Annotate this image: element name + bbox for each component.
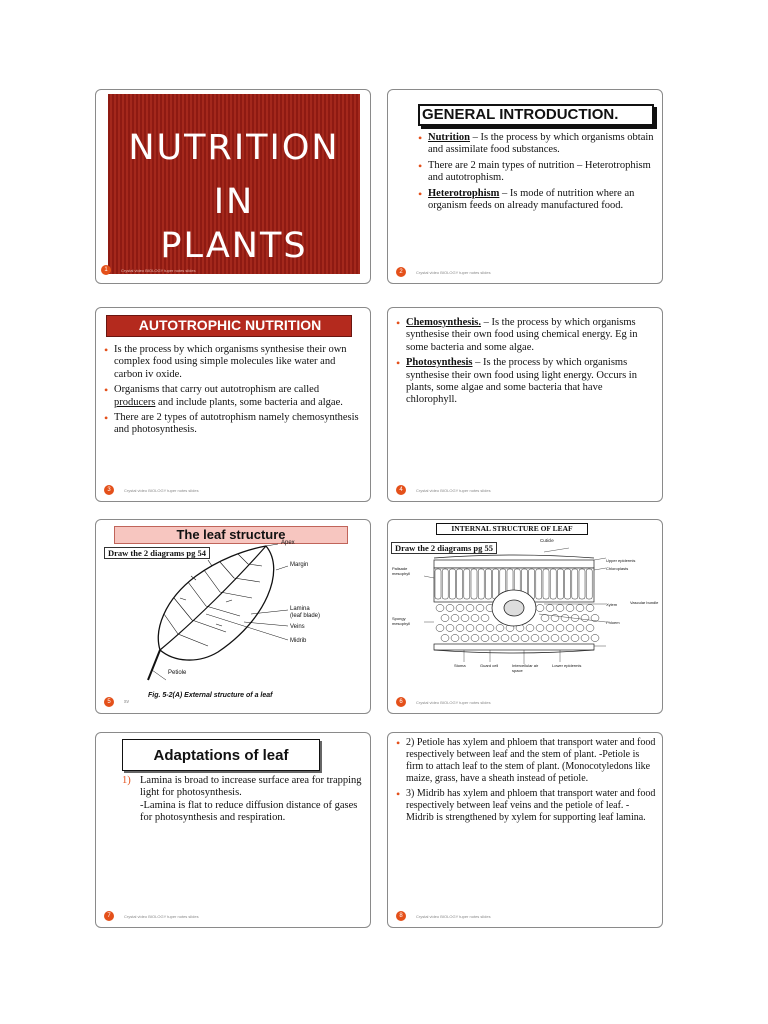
slide-heading: The leaf structure (176, 527, 286, 542)
label-phloem: Phloem (606, 620, 620, 625)
list-item: • Nutrition – Is the process by which organisms obtain and assimilate food substances. (418, 132, 654, 157)
label-vascular-bundle: Vascular bundle (630, 600, 659, 605)
slide-footer (104, 911, 199, 921)
slide-number: 2 (396, 267, 406, 277)
list-item: • Photosynthesis – Is the process by which organisms synthesise their own food using light energy. Occurs in plants, some algae and some bacteria that have chlorophyll. (396, 357, 652, 407)
item-number: 1) (122, 775, 131, 786)
list-item: Lamina is broad to increase surface area for trapping light for photosynthesis. -Lamina is flat to reduce diffusion distance of gases for photosynthesis and respiration. (140, 775, 362, 824)
label-lamina-sub: (leaf blade) (290, 613, 321, 619)
slide-number: 7 (104, 911, 114, 921)
label-lamina: Lamina (290, 606, 310, 612)
bullet-list (396, 317, 652, 410)
slide-1 (95, 89, 371, 284)
footer-text: Crystal video BIOLOGY tuper notes slides (416, 699, 491, 705)
label-intercellular: Intercellular air space (512, 663, 539, 673)
label-petiole: Petiole (168, 670, 187, 676)
figure-caption: Fig. 5-2(A) External structure of a leaf (148, 692, 273, 699)
slide-7 (95, 732, 371, 928)
footer-text: Crystal video BIOLOGY tuper notes slides (121, 267, 196, 273)
label-upper-epidermis: Upper epidermis (606, 558, 636, 563)
list-item: • There are 2 main types of nutrition – Heterotrophism and autotrophism. (418, 160, 654, 185)
slide-heading: INTERNAL STRUCTURE OF LEAF (451, 524, 573, 533)
slide-number: 1 (101, 265, 111, 275)
title-line-3: PLANTS (160, 226, 308, 266)
slide-footer (101, 265, 196, 275)
label-veins: Veins (290, 624, 305, 630)
slide-4 (387, 307, 663, 502)
label-stoma: Stoma (454, 663, 466, 668)
title-line-2: IN (213, 182, 255, 222)
slide-6 (387, 519, 663, 714)
footer-text: Crystal video BIOLOGY tuper notes slides (124, 487, 199, 493)
label-midrib: Midrib (290, 638, 307, 644)
slide-5 (95, 519, 371, 714)
title-panel (108, 94, 360, 274)
slide-3 (95, 307, 371, 502)
label-xylem: Xylem (606, 602, 618, 607)
bullet-list (396, 737, 656, 827)
slide-number: 6 (396, 697, 406, 707)
label-cuticle: Cuticle (540, 538, 554, 543)
label-spongy: Spongy mesophyll (392, 616, 411, 626)
list-item: • There are 2 types of autotrophism namely chemosynthesis and photosynthesis. (104, 412, 360, 437)
footer-text: Crystal video BIOLOGY tuper notes slides (416, 913, 491, 919)
bullet-list (418, 132, 654, 215)
slide-heading: Adaptations of leaf (153, 747, 289, 764)
draw-note: Draw the 2 diagrams pg 54 (104, 547, 210, 559)
bullet-list (104, 344, 360, 440)
list-item: • 3) Midrib has xylem and phloem that transport water and food respectively between leaf veins and the petiole of leaf. - Midrib is strengthened by xylem for supporting leaf lamina. (396, 788, 656, 824)
slide-footer (396, 485, 491, 495)
label-apex: Apex (281, 540, 295, 546)
list-item: • Chemosynthesis. – Is the process by which organisms synthesise their own food using chemical energy. Eg in some bacteria and some algae. (396, 317, 652, 354)
label-margin: Margin (290, 562, 309, 568)
slide-8 (387, 732, 663, 928)
slide-footer (396, 697, 491, 707)
slide-heading: GENERAL INTRODUCTION. (422, 106, 619, 123)
list-item: • Heterotrophism – Is mode of nutrition where an organism feeds on already manufactured food. (418, 188, 654, 213)
label-palisade: Palisade mesophyll (392, 566, 411, 576)
slide-2 (387, 89, 663, 284)
slide-footer (104, 697, 129, 707)
slide-footer (396, 267, 491, 277)
slide-number: 5 (104, 697, 114, 707)
draw-note: Draw the 2 diagrams pg 55 (391, 542, 497, 554)
label-chloroplasts: Chloroplasts (606, 566, 629, 571)
footer-text: sv (124, 699, 129, 705)
label-lower-epidermis: Lower epidermis (552, 663, 582, 668)
slide-heading: AUTOTROPHIC NUTRITION (138, 317, 322, 333)
footer-text: Crystal video BIOLOGY tuper notes slides (416, 487, 491, 493)
footer-text: Crystal video BIOLOGY tuper notes slides (124, 913, 199, 919)
footer-text: Crystal video BIOLOGY tuper notes slides (416, 269, 491, 275)
title-line-1: NUTRITION (128, 128, 340, 168)
slide-number: 4 (396, 485, 406, 495)
list-item: • 2) Petiole has xylem and phloem that transport water and food respectively between leaf and the stem of plant. -Petiole is firm to attach leaf to the stem of plant. (Monocotyledons like maize, grass, have a sheath instead of petiole. (396, 737, 656, 785)
label-guard-cell: Guard cell (480, 663, 499, 668)
list-item: • Is the process by which organisms synthesise their own complex food using simple molecules like water and carbon iv oxide. (104, 344, 360, 381)
slide-footer (396, 911, 491, 921)
list-item: • Organisms that carry out autotrophism are called producers and include plants, some bacteria and algae. (104, 384, 360, 409)
slide-number: 3 (104, 485, 114, 495)
slide-footer (104, 485, 199, 495)
slide-number: 8 (396, 911, 406, 921)
